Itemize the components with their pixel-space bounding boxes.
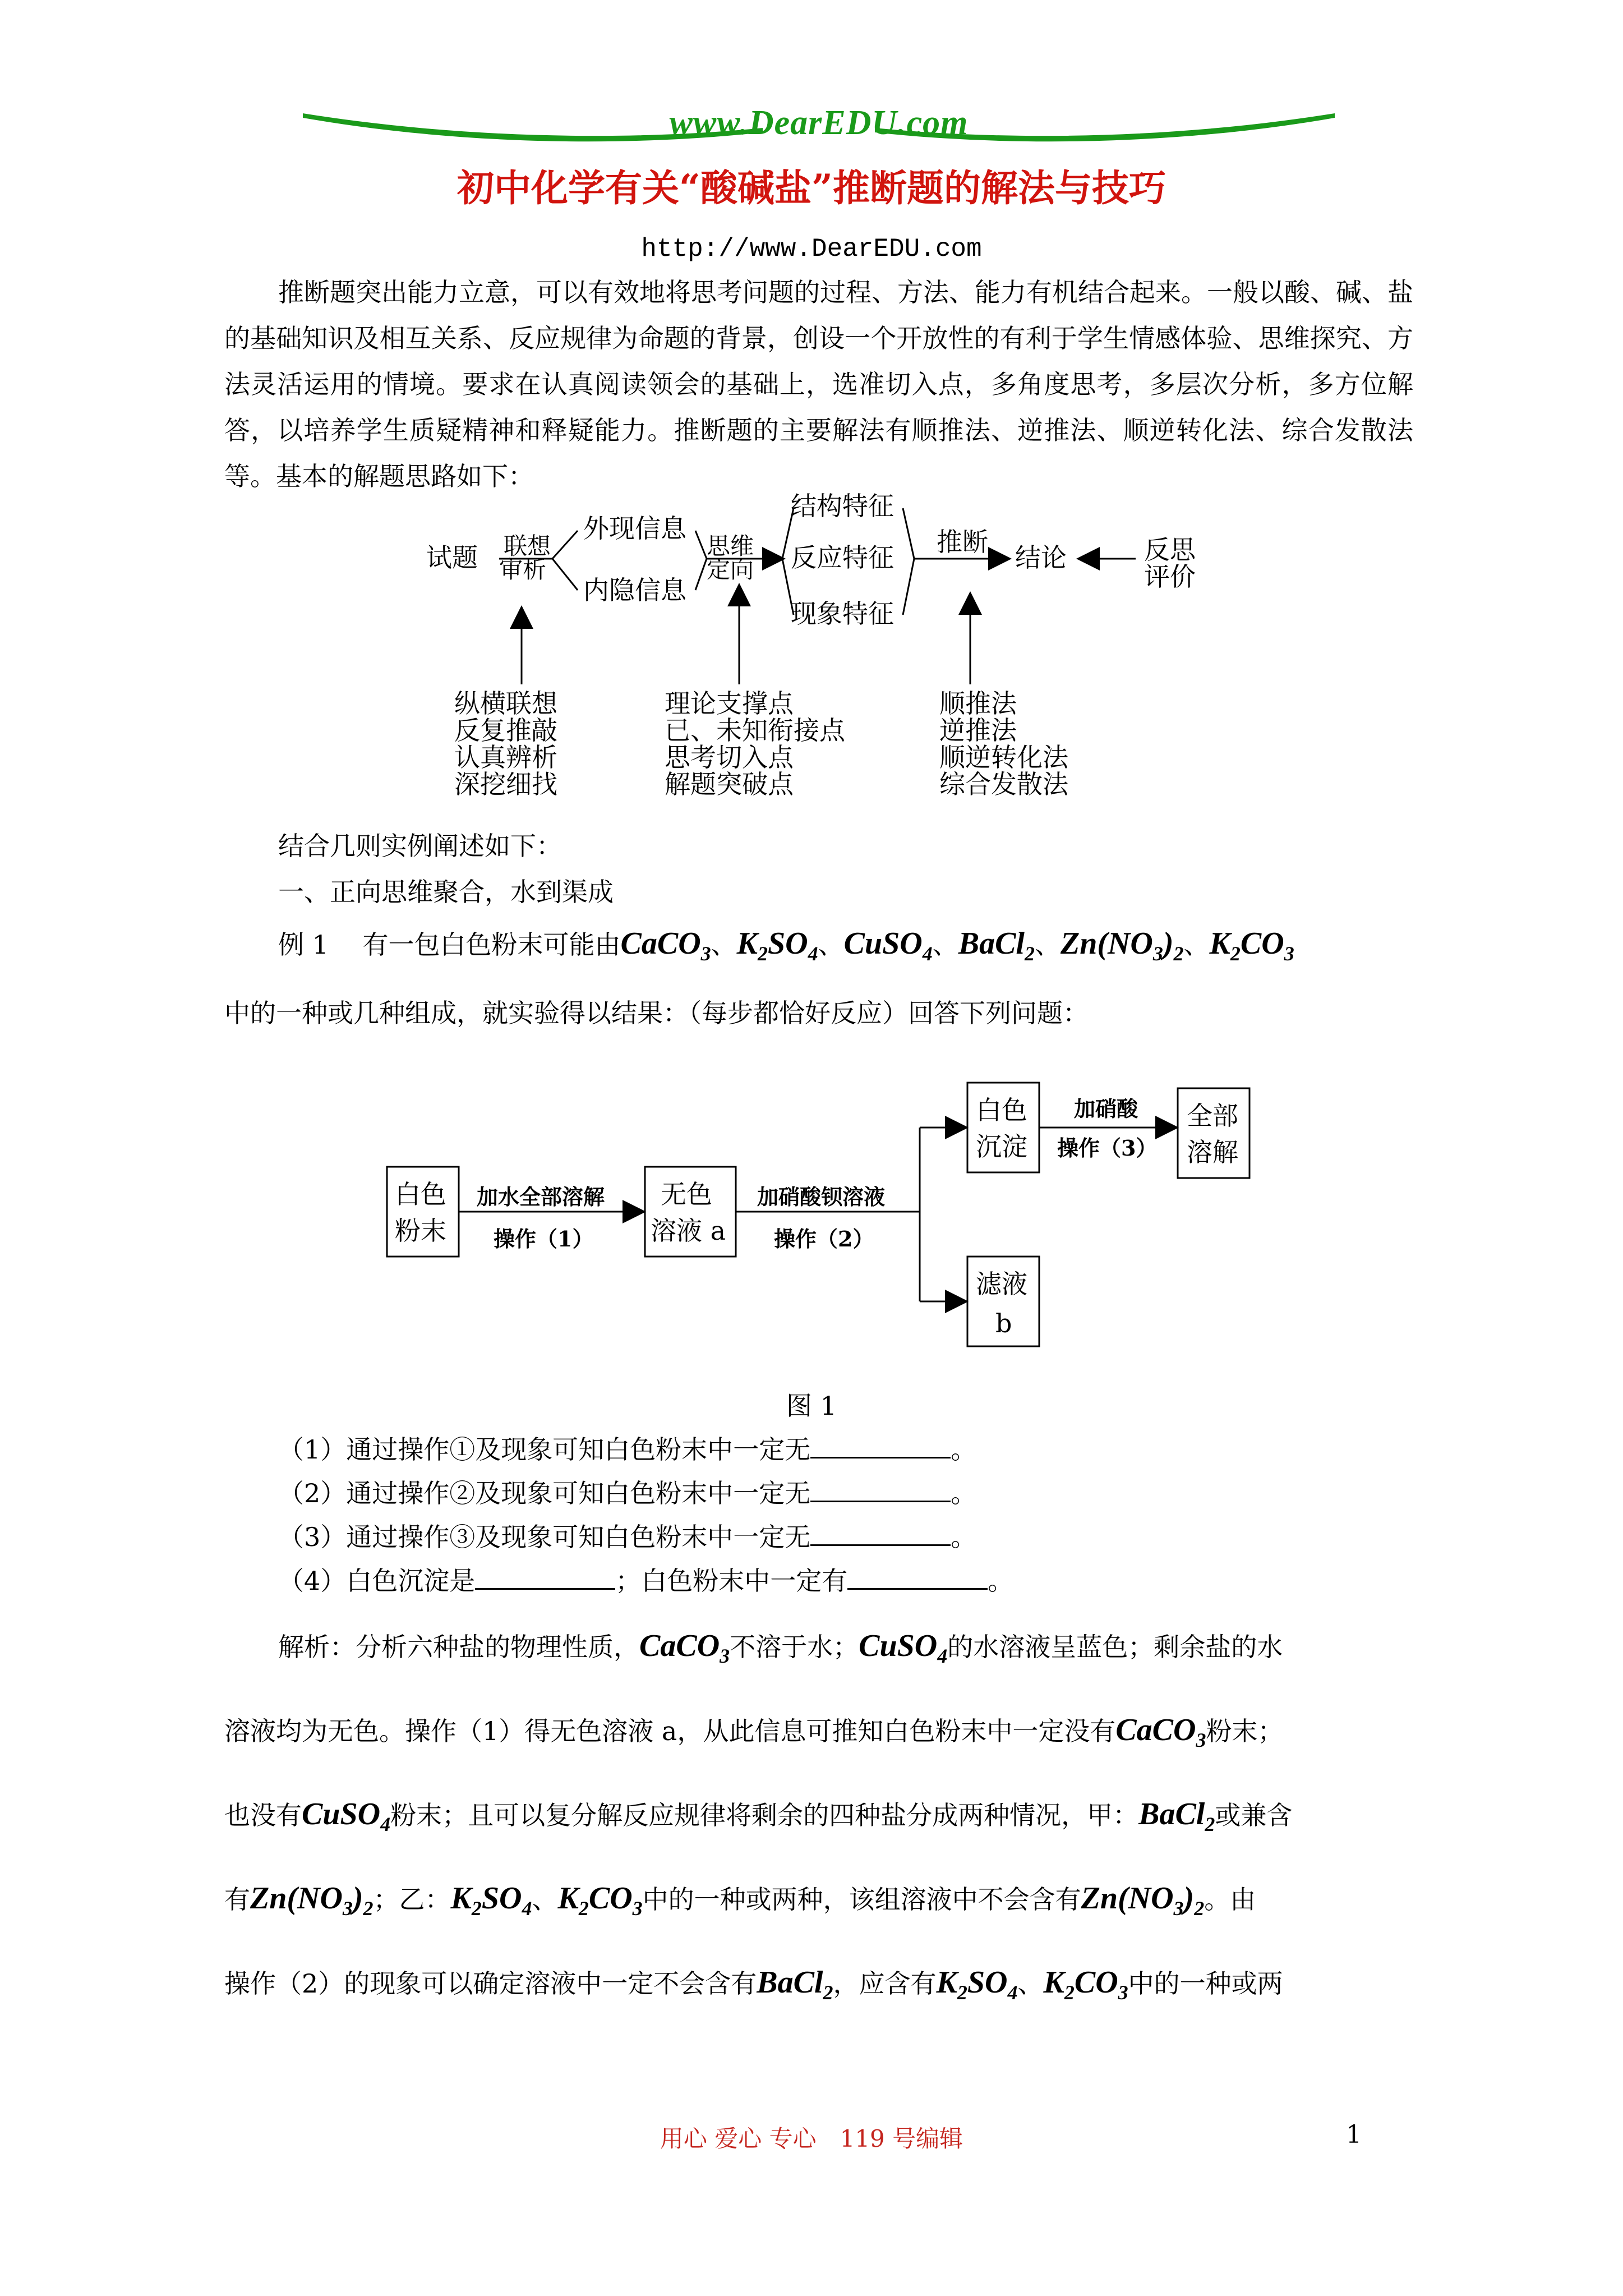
question-3: （3）通过操作③及现象可知白色粉末中一定无 。 xyxy=(278,1522,977,1552)
flow-feature-phenomenon: 现象特征 xyxy=(791,599,894,629)
flow-link2-a: 思维 xyxy=(707,532,754,560)
box-white-precipitate-b: 沉淀 xyxy=(976,1131,1027,1162)
op3-step: 操作（3） xyxy=(1057,1135,1158,1161)
box-white-powder-a: 白色 xyxy=(395,1179,446,1209)
flow-link1-b: 审析 xyxy=(499,556,547,583)
box-white-precipitate-a: 白色 xyxy=(976,1095,1027,1125)
flow-col3-item: 逆推法 xyxy=(939,715,1017,746)
flow-col2-item: 解题突破点 xyxy=(665,769,794,799)
flow-link2-b: 定向 xyxy=(707,556,754,583)
flow-feature-reaction: 反应特征 xyxy=(791,542,894,573)
intro-line: 结合几则实例阐述如下： xyxy=(278,831,562,861)
analysis-line-1: 解析：分析六种盐的物理性质，CaCO$_3$不溶于水；CuSO$_4$的水溶液呈蓝色；剩余盐的水 xyxy=(278,1628,1283,1668)
page-number: 1 xyxy=(1346,2120,1362,2149)
box-fully-dissolved-b: 溶解 xyxy=(1187,1137,1238,1167)
formula-caco3: CaCO$_3$ xyxy=(620,926,711,965)
experiment-flow-figure xyxy=(381,1071,1256,1363)
figure-caption: 图 1 xyxy=(786,1391,837,1421)
op2-label: 加硝酸钡溶液 xyxy=(757,1184,886,1209)
analysis-line-3: 也没有CuSO$_4$粉末；且可以复分解反应规律将剩余的四种盐分成两种情况，甲：BaCl$_2$或兼含 xyxy=(224,1797,1293,1836)
formula-bacl2: BaCl$_2$ xyxy=(958,926,1035,965)
formula-k2co3: $K_2CO_3$ xyxy=(1209,926,1294,965)
answer-blank[interactable] xyxy=(810,1479,951,1502)
analysis-line-5: 操作（2）的现象可以确定溶液中一定不会含有BaCl$_2$，应含有$K_2SO_4$、$K_2CO_3$中的一种或两 xyxy=(224,1965,1283,2004)
logo-text: www.DearEDU.com xyxy=(669,104,969,142)
answer-blank[interactable] xyxy=(810,1523,951,1546)
answer-blank[interactable] xyxy=(810,1435,951,1458)
box-colorless-solution-b: 溶液 a xyxy=(651,1216,726,1246)
question-4: （4）白色沉淀是 ；白色粉末中一定有 。 xyxy=(278,1566,1014,1596)
flow-info-inner: 内隐信息 xyxy=(583,575,686,605)
flow-link1-a: 联想 xyxy=(504,532,551,560)
flow-info-outer: 外现信息 xyxy=(583,513,686,544)
formula-k2so4: $K_2SO_4$ xyxy=(736,926,818,965)
flow-conclusion: 结论 xyxy=(1015,542,1067,573)
answer-blank[interactable] xyxy=(847,1567,988,1590)
box-fully-dissolved-a: 全部 xyxy=(1187,1101,1238,1131)
flow-col3-item: 综合发散法 xyxy=(939,769,1068,799)
flow-col1-item: 深挖细找 xyxy=(454,769,557,799)
op1-step: 操作（1） xyxy=(494,1226,594,1251)
intro-paragraph: 推断题突出能力立意，可以有效地将思考问题的过程、方法、能力有机结合起来。一般以酸、碱、盐的基础知识及相互关系、反应规律为命题的背景，创设一个开放性的有利于学生情感体验、思维探究、方法灵活运用的情境。要求在认真阅读领会的基础上，选准切入点，多角度思考，多层次分析，多方位解答，以培养学生质疑精神和释疑能力。推断题的主要解法有顺推法、逆推法、顺逆转化法、综合发散法等。基本的解题思路如下： xyxy=(224,277,1413,491)
page-title: 初中化学有关“酸碱盐”推断题的解法与技巧 xyxy=(457,166,1166,210)
op3-label: 加硝酸 xyxy=(1074,1096,1138,1121)
op2-step: 操作（2） xyxy=(774,1226,874,1251)
site-logo xyxy=(303,101,1335,151)
flow-col1-item: 纵横联想 xyxy=(454,688,557,719)
flow-col2-item: 理论支撑点 xyxy=(665,688,794,719)
question-2: （2）通过操作②及现象可知白色粉末中一定无 。 xyxy=(278,1478,977,1508)
op1-label: 加水全部溶解 xyxy=(477,1184,605,1209)
example-label: 例 1 xyxy=(278,930,329,960)
flow-col2-item: 已、未知衔接点 xyxy=(665,715,845,746)
analysis-line-4: 有$Zn(NO_3)_2$；乙：$K_2SO_4$、$K_2CO_3$中的一种或两种，该组溶液中不会含有$Zn(NO_3)_2$。由 xyxy=(224,1881,1256,1920)
box-filtrate-b: b xyxy=(995,1308,1012,1338)
flow-start: 试题 xyxy=(426,542,478,573)
footer-text: 用心 爱心 专心 119 号编辑 xyxy=(660,2125,963,2152)
analysis-line-2: 溶液均为无色。操作（1）得无色溶液 a，从此信息可推知白色粉末中一定没有CaCO$_3$粉末； xyxy=(224,1713,1284,1752)
formula-zn-no3-2: $Zn(NO_3)_2$ xyxy=(1060,926,1184,965)
box-filtrate-a: 滤液 xyxy=(976,1269,1027,1299)
section-heading: 一、正向思维聚合，水到渠成 xyxy=(278,877,614,907)
flow-col3-item: 顺推法 xyxy=(939,688,1017,719)
flow-col2-item: 思考切入点 xyxy=(665,742,794,772)
example-line-1: 例 1 有一包白色粉末可能由CaCO$_3$、$K_2SO_4$、CuSO$_4$、BaCl$_2$、$Zn(NO_3)_2$、$K_2CO_3$ xyxy=(278,926,1294,965)
flow-feature-structure: 结构特征 xyxy=(791,491,894,521)
box-colorless-solution-a: 无色 xyxy=(661,1179,712,1209)
flow-col3-item: 顺逆转化法 xyxy=(939,742,1068,772)
source-url: http://www.DearEDU.com xyxy=(641,234,982,264)
box-white-powder-b: 粉末 xyxy=(395,1216,446,1246)
flow-reflect-b: 评价 xyxy=(1144,562,1196,592)
example-line-2: 中的一种或几种组成，就实验得以结果：（每步都恰好反应）回答下列问题： xyxy=(224,998,1089,1028)
formula-cuso4: CuSO$_4$ xyxy=(843,926,933,965)
flow-col1-item: 认真辨析 xyxy=(454,742,557,772)
thinking-flow-diagram xyxy=(415,488,1256,808)
flow-reflect-a: 反思 xyxy=(1144,535,1196,565)
question-1: （1）通过操作①及现象可知白色粉末中一定无 。 xyxy=(278,1434,977,1465)
example-text: 有一包白色粉末可能由 xyxy=(362,930,621,960)
answer-blank[interactable] xyxy=(475,1567,615,1590)
flow-infer: 推断 xyxy=(937,527,988,557)
flow-col1-item: 反复推敲 xyxy=(454,715,557,746)
